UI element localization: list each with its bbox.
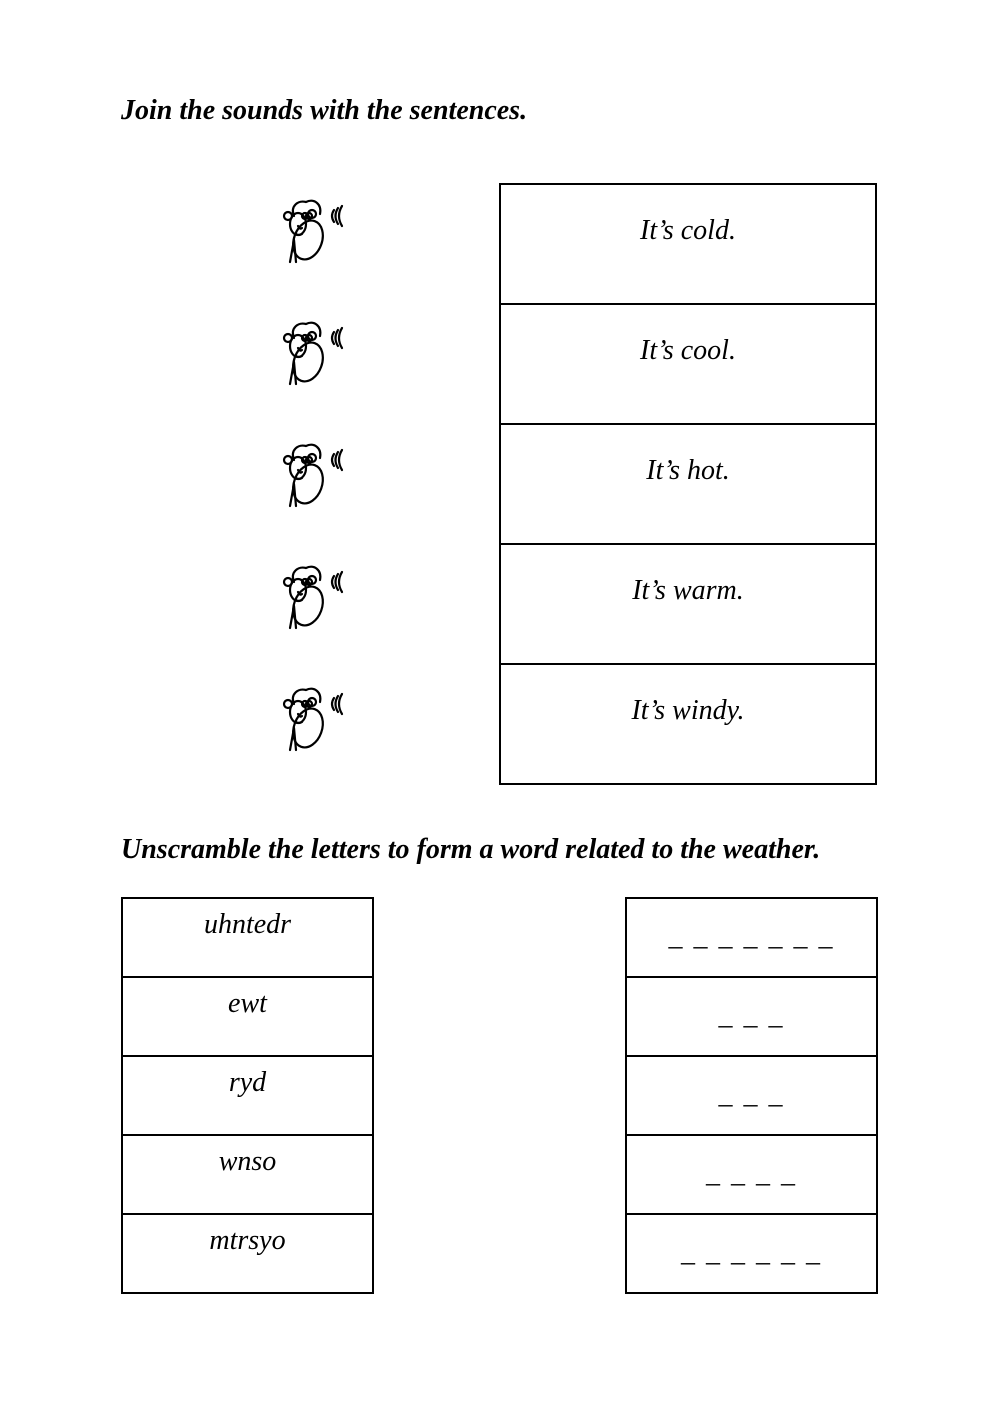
scrambled-word: wnso (218, 1146, 277, 1177)
scrambled-word: mtrsyo (209, 1225, 286, 1256)
answer-blank: _ _ _ (718, 1079, 785, 1110)
answer-cell[interactable] (626, 1056, 877, 1135)
scrambled-cell (122, 898, 373, 977)
answer-cell[interactable] (626, 977, 877, 1056)
answer-blank: _ _ _ (718, 1000, 785, 1031)
heading-join-sounds: Join the sounds with the sentences. (121, 95, 528, 126)
sentence-text: It’s windy. (631, 695, 745, 726)
listening-head-icon (276, 440, 356, 520)
sound-button-4[interactable] (276, 562, 356, 642)
scrambled-word: ewt (228, 988, 267, 1019)
scrambled-word: uhntedr (203, 909, 292, 940)
answer-blank: _ _ _ _ (706, 1158, 797, 1189)
scrambled-cell (122, 1135, 373, 1214)
sound-button-5[interactable] (276, 684, 356, 764)
listening-head-icon (276, 318, 356, 398)
scrambled-cell (122, 1214, 373, 1293)
answer-blank: _ _ _ _ _ _ _ (668, 921, 835, 952)
answer-blanks-table (625, 897, 878, 1294)
sentence-table (499, 183, 877, 785)
listening-head-icon (276, 196, 356, 276)
scrambled-words-table (121, 897, 374, 1294)
sentence-text: It’s cold. (640, 215, 736, 246)
sentence-text: It’s hot. (646, 455, 730, 486)
sentence-cell[interactable] (500, 304, 876, 424)
listening-head-icon (276, 684, 356, 764)
sound-button-3[interactable] (276, 440, 356, 520)
sentence-text: It’s cool. (640, 335, 736, 366)
scrambled-cell (122, 1056, 373, 1135)
heading-unscramble: Unscramble the letters to form a word related to the weather. (121, 834, 821, 865)
answer-cell[interactable] (626, 1135, 877, 1214)
sentence-cell[interactable] (500, 544, 876, 664)
sound-button-1[interactable] (276, 196, 356, 276)
answer-cell[interactable] (626, 898, 877, 977)
scrambled-word: ryd (228, 1067, 267, 1098)
sentence-cell[interactable] (500, 664, 876, 784)
sentence-cell[interactable] (500, 184, 876, 304)
scrambled-cell (122, 977, 373, 1056)
sentence-text: It’s warm. (632, 575, 744, 606)
answer-cell[interactable] (626, 1214, 877, 1293)
sentence-cell[interactable] (500, 424, 876, 544)
answer-blank: _ _ _ _ _ _ (681, 1237, 822, 1268)
listening-head-icon (276, 562, 356, 642)
sound-button-2[interactable] (276, 318, 356, 398)
